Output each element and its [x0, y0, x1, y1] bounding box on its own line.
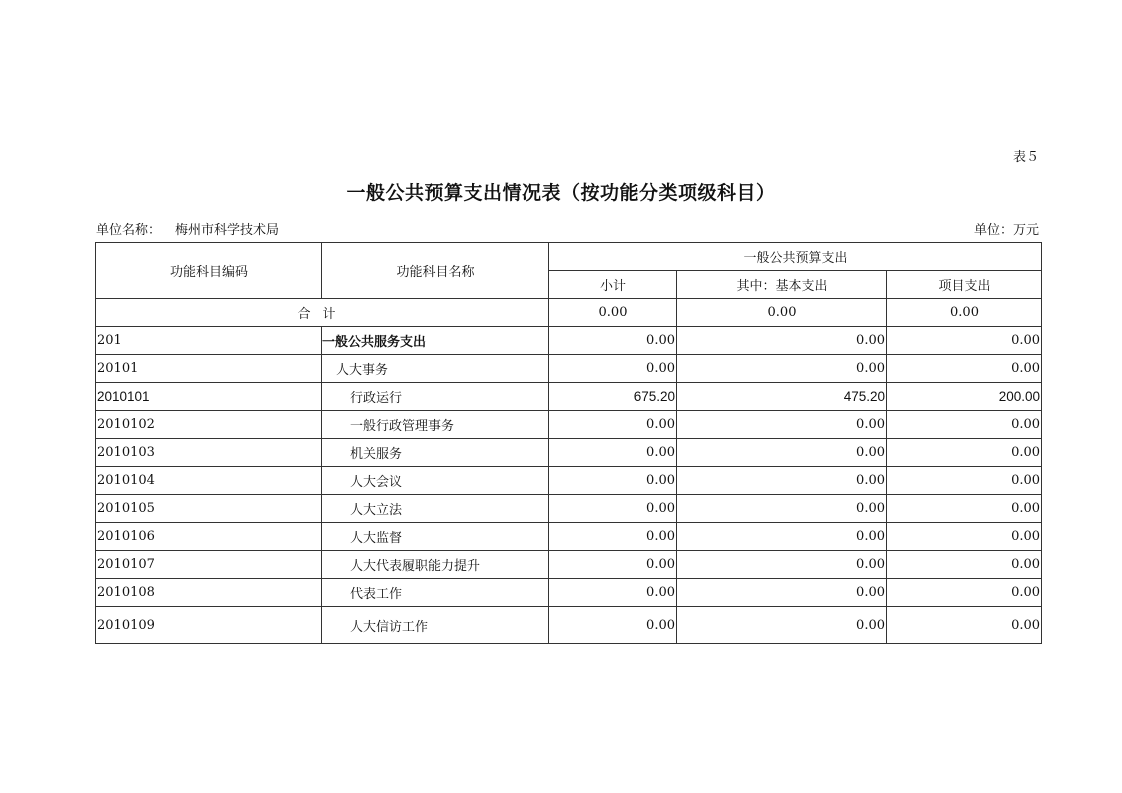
row-basic: 0.00: [677, 551, 887, 579]
table-row: [96, 523, 1042, 551]
row-subtotal: 0.00: [549, 551, 677, 579]
row-subtotal: 0.00: [549, 579, 677, 607]
header-group: 一般公共预算支出: [549, 243, 1042, 271]
row-subtotal: 0.00: [549, 523, 677, 551]
row-subtotal: 0.00: [549, 355, 677, 383]
row-project: 0.00: [887, 355, 1042, 383]
row-basic: 475.20: [677, 383, 887, 411]
row-code: 2010104: [96, 467, 322, 495]
table-row: [96, 579, 1042, 607]
unit-name: 梅州市科学技术局: [175, 223, 280, 238]
row-name: 代表工作: [322, 579, 549, 607]
row-basic: 0.00: [677, 467, 887, 495]
row-code: 2010108: [96, 579, 322, 607]
row-project: 0.00: [887, 607, 1042, 644]
row-subtotal: 0.00: [549, 607, 677, 644]
row-project: 0.00: [887, 579, 1042, 607]
row-code: 2010102: [96, 411, 322, 439]
row-subtotal: 0.00: [549, 467, 677, 495]
row-name: 人大监督: [322, 523, 549, 551]
row-basic: 0.00: [677, 327, 887, 355]
table-row: [96, 607, 1042, 644]
row-name: 人大会议: [322, 467, 549, 495]
total-subtotal: 0.00: [549, 299, 677, 327]
row-subtotal: 0.00: [549, 411, 677, 439]
row-basic: 0.00: [677, 439, 887, 467]
row-project: 0.00: [887, 467, 1042, 495]
row-basic: 0.00: [677, 523, 887, 551]
currency-unit: 单位：万元: [973, 223, 1039, 238]
row-code: 2010103: [96, 439, 322, 467]
header-row-1: [96, 243, 1042, 271]
table-row: [96, 327, 1042, 355]
header-project: 项目支出: [887, 271, 1042, 299]
table-row: [96, 411, 1042, 439]
table-row: [96, 467, 1042, 495]
row-subtotal: 0.00: [549, 495, 677, 523]
row-basic: 0.00: [677, 411, 887, 439]
header-subtotal: 小计: [549, 271, 677, 299]
row-name: 行政运行: [322, 383, 549, 411]
row-code: 201: [96, 327, 322, 355]
row-project: 0.00: [887, 439, 1042, 467]
row-name: 人大信访工作: [322, 607, 549, 644]
row-code: 2010105: [96, 495, 322, 523]
row-subtotal: 0.00: [549, 439, 677, 467]
unit-name-label: 单位名称：: [96, 223, 162, 238]
row-name: 机关服务: [322, 439, 549, 467]
row-subtotal: 675.20: [549, 383, 677, 411]
row-code: 2010106: [96, 523, 322, 551]
row-project: 200.00: [887, 383, 1042, 411]
table-row: [96, 551, 1042, 579]
header-code: 功能科目编码: [96, 243, 322, 299]
budget-table: [95, 242, 1042, 644]
row-project: 0.00: [887, 327, 1042, 355]
table-row: [96, 383, 1042, 411]
total-row: [96, 299, 1042, 327]
header-basic: 其中：基本支出: [677, 271, 887, 299]
row-project: 0.00: [887, 411, 1042, 439]
row-project: 0.00: [887, 495, 1042, 523]
row-name: 人大代表履职能力提升: [322, 551, 549, 579]
row-basic: 0.00: [677, 607, 887, 644]
table-row: [96, 439, 1042, 467]
total-basic: 0.00: [677, 299, 887, 327]
row-project: 0.00: [887, 551, 1042, 579]
table-row: [96, 355, 1042, 383]
table-row: [96, 495, 1042, 523]
header-name: 功能科目名称: [322, 243, 549, 299]
unit-name-line: [96, 219, 279, 238]
row-basic: 0.00: [677, 355, 887, 383]
total-project: 0.00: [887, 299, 1042, 327]
row-project: 0.00: [887, 523, 1042, 551]
row-name: 人大立法: [322, 495, 549, 523]
row-name: 一般行政管理事务: [322, 411, 549, 439]
row-code: 2010109: [96, 607, 322, 644]
page-title: 一般公共预算支出情况表（按功能分类项级科目）: [346, 182, 776, 204]
row-subtotal: 0.00: [549, 327, 677, 355]
row-name: 人大事务: [322, 355, 549, 383]
row-basic: 0.00: [677, 579, 887, 607]
table-number: 表５: [1012, 150, 1039, 165]
row-code: 2010107: [96, 551, 322, 579]
row-basic: 0.00: [677, 495, 887, 523]
row-code: 20101: [96, 355, 322, 383]
total-label: 合计: [96, 299, 549, 327]
row-code: 2010101: [96, 383, 322, 411]
row-name: 一般公共服务支出: [322, 327, 549, 355]
